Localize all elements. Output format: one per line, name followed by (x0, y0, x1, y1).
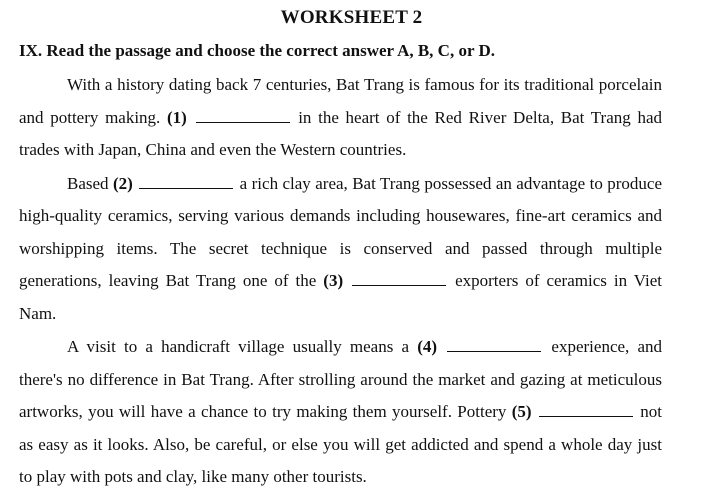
passage (19, 69, 662, 494)
passage-text: With a history dating back 7 centuries, Bat Trang is famous for its traditional porcelain and pottery making. (19, 75, 662, 127)
question-number: (3) (323, 271, 344, 290)
passage-text: in the heart of the Red River Delta, Bat Trang had trades with Japan, China and even the Western countries. (19, 107, 662, 159)
passage-text: not as easy as it looks. Also, be careful, or else you will get addicted and spend a whole day just to play with pots and clay, like many other tourists. (19, 402, 663, 486)
question-number: (5) (511, 402, 532, 421)
exercise-heading: IX. Read the passage and choose the correct answer A, B, C, or D. (19, 41, 495, 60)
question-number: (2) (112, 173, 133, 193)
passage-paragraph-3 (19, 331, 662, 494)
answer-blank-3[interactable] (352, 284, 446, 286)
answer-blank-2[interactable] (139, 187, 233, 189)
answer-blank-1[interactable] (196, 121, 290, 123)
worksheet-title: WORKSHEET 2 (280, 7, 423, 28)
passage-paragraph-1 (19, 69, 662, 167)
question-number: (1) (167, 107, 187, 127)
question-number: (4) (417, 337, 438, 356)
passage-text: a rich clay area, Bat Trang possessed an advantage to produce high-quality ceramics, serving various demands including housewares, fine-art ceramics and worshipping items. The secret technique is conserved and passed through multiple generations, leaving Bat Trang one of the (19, 173, 663, 290)
answer-blank-5[interactable] (539, 415, 633, 417)
passage-text: exporters of ceramics in Viet Nam. (19, 271, 663, 323)
passage-text: Based (67, 173, 113, 193)
passage-text: experience, and there's no difference in Bat Trang. After strolling around the market and gazing at meticulous artworks, you will have a chance to try making them yourself. Pottery (19, 337, 663, 421)
answer-blank-4[interactable] (447, 350, 541, 352)
passage-text: A visit to a handicraft village usually means a (67, 337, 418, 356)
passage-paragraph-2 (19, 168, 662, 331)
